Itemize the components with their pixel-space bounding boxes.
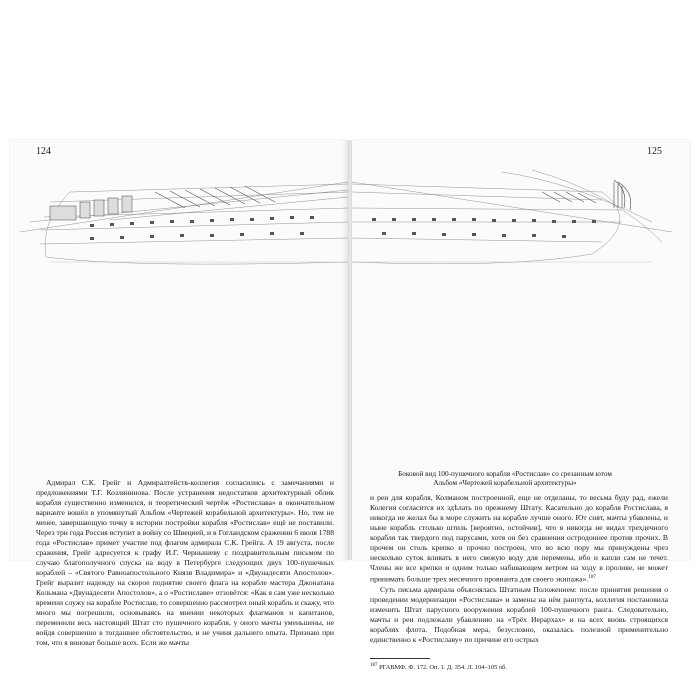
footnote-text: РГАВМФ. Ф. 172. Оп. 1. Д. 354. Л. 104–105 об. — [379, 664, 507, 672]
footnote-divider — [370, 658, 430, 659]
ship-drawing-stern — [10, 162, 348, 270]
caption-line-1: Боковой вид 100-пушечного корабля «Ростислав» со срезанным ютом — [398, 470, 612, 478]
footnote-number: 187 — [370, 663, 378, 668]
figure-caption — [370, 470, 640, 488]
right-page-number: 125 — [647, 146, 662, 157]
left-paragraph: Адмирал С.К. Грейг и Адмиралтейств-коллегия согласились с замечаниями и предложениями Т.Г. Козлянинова. После устранения недостатков архитектурный облик корабля существенно изменился, и теоретический чертёж «Ростислава» в окончательном варианте вошёл в упомянутый Альбом «Чертежей корабельной архитектуры». Но, тем не менее, завершающую точку в истории постройки корабля «Ростислав» ещё не поставили. Через три года Россия вступит в войну со Швецией, и в Гогландском сражении 6 июля 1788 года «Ростислав» примет участие под флагом адмирала С.К. Грейга. А 19 августа, после сражения, Грейг адресуется к графу И.Г. Чернышеву с поздравительным письмом по случаю благополучного спуска на воду в Петербурге следующих двух 100-пушечных кораблей – «Святого Равноапостольного Князя Владимира» и «Двунадесяти Апостолов». Грейг выразит надежду на скорое поднятие своего флага на корабле мастера Джонатана Кольмана «Двунадесяти Апостолов», а о «Ростиславе» отзовётся: «Как я сам уже несколько времени служу на корабле Ростислав, то совершенно рассмотрел оный корабль и скажу, что много мы погрешили, основываясь на мнении некоторых флагманов и капитанов, переменили весь настоящий Штат сто пушечного корабля, у оного мачты уменьшены, не войдя совершенно в тогдашнее обстоятельство, и не учиня дальнего опыта. Признаю при том, что я виноват больше всех. Если же мачты — [36, 478, 334, 647]
right-paragraph-2: Суть письма адмирала объяснялась Штатным Положением: после принятия решения о проведении модернизации «Ростислава» и замены на нём рангоута, коллегия постановила изменить Штат парусного вооружения кораблей 100-пушечного ранга. Следовательно, мачты и реи подлежали убавлению на «Трёх Иерархах» и на всех вновь строящихся кораблях флота. Подобная мера, безусловно, оказалась полезной применительно единственно к «Ростиславу» по причине его острых — [370, 584, 668, 644]
left-body-text — [36, 478, 334, 648]
ship-drawing-bow — [352, 162, 672, 270]
footnote-reference: 187 — [588, 575, 596, 580]
footnote — [370, 662, 507, 672]
right-paragraph-1: и реи для корабля, Колманом построенной, еще не отделаны, то весьма буду рад, ежели Колегия согласится их здѣлать по прежнему Штату. Касательно до корабля Ростислава, я никогда не желал бы в море служить на корабле лучше оного. Ют снят, мачты убавлены, и ныне корабль столько штиль [вероятно, остойчив], что я никогда не видал трехдечного корабля так твердого под парусами, хотя он без сравнения остродоннее против прочих. В прочем он столь крепко и прочно построен, что во всю пору мы принуждены чрез несколько суток вливать в него свежую воду для перемены, ибо и капли сам не течет. Члены же все крепки и одним только набивающем ветром на ходу в проливе, не может принимать больше трех месячного провианта для своего экипажа». — [370, 493, 668, 584]
caption-line-2: Альбом «Чертежей корабельной архитектуры» — [433, 479, 577, 487]
right-body-text — [370, 493, 668, 645]
right-page — [352, 140, 690, 672]
left-page — [10, 140, 348, 647]
left-page-number: 124 — [36, 146, 51, 157]
